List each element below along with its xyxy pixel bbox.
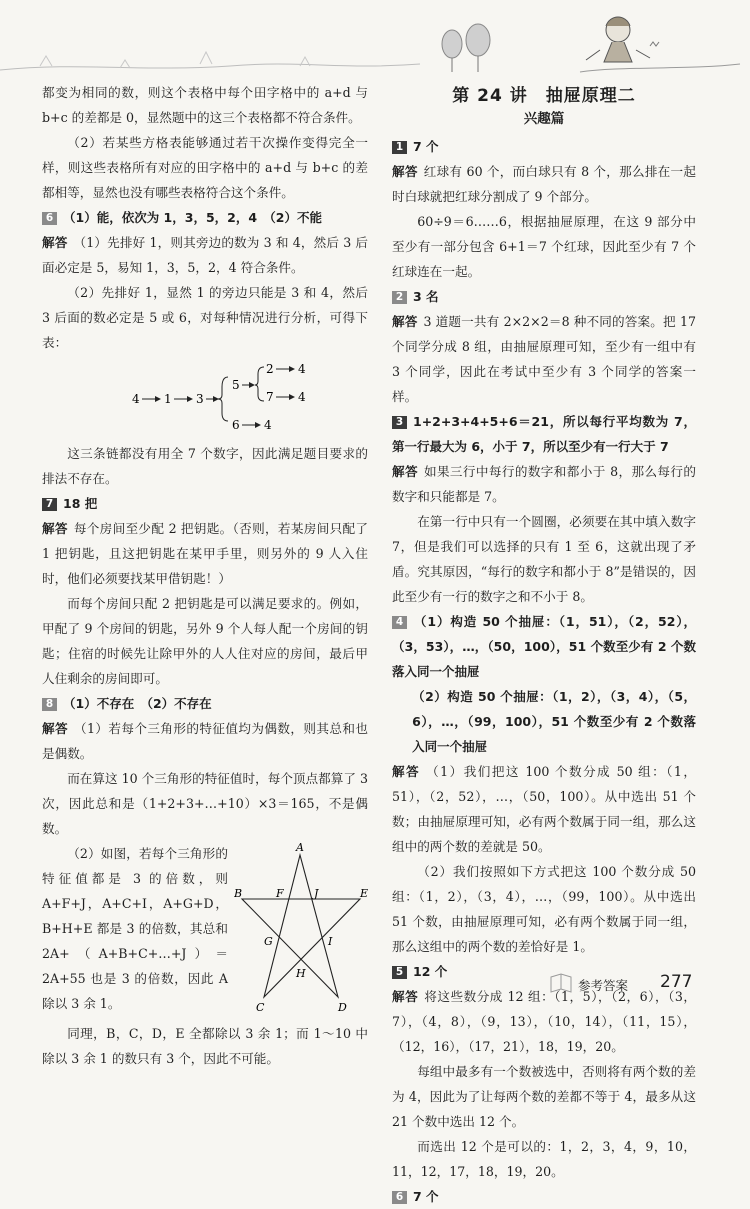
solution-label: 解答 — [392, 164, 418, 179]
solution-text: 而每个房间只配 2 把钥匙是可以满足要求的。例如，甲配了 9 个房间的钥匙，另外 9 个人每人配一个房间的钥匙；住宿的时候先让除甲外的人人住对应的房间，最后甲人住剩余的房间即可。 — [42, 596, 368, 686]
chain-node: 4 — [298, 362, 306, 376]
right-column — [392, 80, 696, 1209]
solution-label: 解答 — [392, 314, 418, 329]
chain-node: 4 — [298, 390, 306, 404]
answer-result: （1）不存在 （2）不存在 — [63, 696, 212, 711]
page-number: 277 — [660, 972, 693, 992]
answer-result: 3 名 — [413, 289, 439, 304]
solution-label: 解答 — [392, 989, 419, 1004]
header-decoration — [0, 0, 750, 80]
book-icon — [548, 970, 574, 996]
answer-result: （2）构造 50 个抽屉：（1，2），（3，4），（5，6），…，（99，100），51 个数至少有 2 个数落入同一个抽屉 — [412, 689, 696, 754]
star-figure-block — [42, 841, 368, 1021]
solution-label: 解答 — [392, 764, 421, 779]
answer-6-header — [42, 205, 368, 230]
question-number: 6 — [42, 212, 57, 225]
solution-label: 解答 — [42, 521, 68, 536]
vertex-label: I — [328, 935, 333, 948]
solution-text: 每组中最多有一个数被选中，否则将有两个数的差为 4，因此为了让每两个数的差都不等于 4，最多从这 21 个数中选出 12 个。 — [392, 1064, 696, 1129]
solution-text: （1）我们把这 100 个数分成 50 组：（1，51），（2，52），…，（50，100）。从中选出 51 个数；由抽屉原理可知，必有两个数属于同一组，那么这组中的两个数的差就是 50。 — [392, 764, 697, 854]
solution-text: 同理，B，C，D，E 全都除以 3 余 1；而 1～10 中除以 3 余 1 的数只有 3 个，因此不可能。 — [42, 1026, 368, 1066]
question-number: 3 — [392, 416, 407, 429]
solution-text: 红球有 60 个，而白球只有 8 个，那么排在一起时白球就把红球分割成了 9 个部分。 — [392, 164, 696, 204]
solution-text: 3 道题一共有 2×2×2＝8 种不同的答案。把 17 个同学分成 8 组，由抽屉原理可知，至少有一组中有 3 个同学，因此在考试中至少有 3 个同学的答案一样。 — [392, 314, 696, 404]
chain-node: 4 — [132, 392, 140, 406]
vertex-label: A — [296, 841, 304, 854]
question-number: 2 — [392, 291, 407, 304]
vertex-label: B — [234, 887, 243, 900]
solution-text: 而选出 12 个是可以的：1，2，3，4，9，10，11，12，17，18，19，20。 — [392, 1139, 696, 1179]
answer-1-header — [392, 134, 696, 159]
answer-8-header — [42, 691, 368, 716]
solution-label: 解答 — [42, 721, 68, 736]
answer-7-header — [42, 491, 368, 516]
answer-result: 18 把 — [63, 496, 98, 511]
solution-text: 这三条链都没有用全 7 个数字，因此满足题目要求的排法不存在。 — [42, 446, 368, 486]
solution-text: 如果三行中每行的数字和都小于 8，那么每行的数字和只能都是 7。 — [392, 464, 696, 504]
question-number: 1 — [392, 141, 407, 154]
chain-node: 1 — [164, 392, 172, 406]
solution-text: 将这些数分成 12 组：（1，5），（2，6），（3，7），（4，8），（9，13），（10，14），（11，15），（12，16），（17，21），18，19，20。 — [392, 989, 696, 1054]
chain-node: 5 — [232, 378, 240, 392]
left-column — [42, 80, 368, 1071]
vertex-label: G — [264, 935, 273, 948]
vertex-label: C — [256, 1001, 265, 1014]
question-number: 7 — [42, 498, 57, 511]
answer-result: 7 个 — [413, 139, 439, 154]
answer-result: （1）构造 50 个抽屉：（1，51），（2，52），（3，53），…，（50，100），51 个数至少有 2 个数落入同一个抽屉 — [392, 614, 696, 679]
pentagram-figure — [234, 841, 368, 1017]
question-number: 5 — [392, 966, 407, 979]
solution-text: 60÷9＝6……6，根据抽屉原理，在这 9 部分中至少有一部分包含 6+1＝7 个红球，因此至少有 7 个红球连在一起。 — [392, 214, 696, 279]
solution-label: 解答 — [392, 464, 418, 479]
vertex-label: H — [296, 967, 306, 980]
chain-node: 2 — [266, 362, 274, 376]
solution-label: 解答 — [42, 235, 68, 250]
answer-result: 1+2+3+4+5+6＝21，所以每行平均数为 7，第一行最大为 6，小于 7，所以至少有一行大于 7 — [392, 414, 696, 454]
solution-text: （1）先排好 1，则其旁边的数为 3 和 4，然后 3 后面必定是 5，易知 1，3，5，2，4 符合条件。 — [42, 235, 368, 275]
page-footer — [548, 970, 698, 998]
question-number: 4 — [392, 616, 407, 629]
answer-3-header — [392, 409, 696, 459]
chain-diagram — [42, 361, 368, 437]
chain-node: 6 — [232, 418, 240, 432]
chain-node: 4 — [264, 418, 272, 432]
answer-result: 7 个 — [413, 1189, 439, 1204]
question-number: 8 — [42, 698, 57, 711]
footer-label: 参考答案 — [578, 978, 629, 993]
solution-text: 而在算这 10 个三角形的特征值时，每个顶点都算了 3 次，因此总和是（1+2+3+…+10）×3＝165，不是偶数。 — [42, 771, 368, 836]
paragraph: （2）若某些方格表能够通过若干次操作变得完全一样，则这些表格所有对应的田字格中的 a+d 与 b+c 的差都相等，显然也没有哪些表格符合这个条件。 — [42, 135, 368, 200]
vertex-label: D — [338, 1001, 347, 1014]
vertex-label: F — [276, 887, 284, 900]
chain-node: 3 — [196, 392, 204, 406]
chain-diagram-svg — [132, 361, 332, 437]
lesson-title: 第 24 讲 抽屉原理二 — [452, 86, 636, 106]
question-number: 6 — [392, 1191, 407, 1204]
paragraph: 都变为相同的数，则这个表格中每个田字格中的 a+d 与 b+c 的差都是 0，显然题中的这三个表格都不符合条件。 — [42, 85, 368, 125]
answer-result: （1）能，依次为 1，3，5，2，4 （2）不能 — [63, 210, 322, 225]
solution-text: （2）我们按照如下方式把这 100 个数分成 50 组：（1，2），（3，4），…，（99，100）。从中选出 51 个数，由抽屉原理可知，必有两个数属于同一组，那么这组中的两个数的差恰好是 1。 — [392, 864, 696, 954]
solution-text: 每个房间至少配 2 把钥匙。（否则，若某房间只配了 1 把钥匙，且这把钥匙在某甲手里，则另外的 9 人入住时，他们必须要找某甲借钥匙！） — [42, 521, 368, 586]
answer-4-header — [392, 609, 696, 684]
solution-text: 在第一行中只有一个圆圈，必须要在其中填入数字 7，但是我们可以选择的只有 1 至 6，这就出现了矛盾。究其原因，“每行的数字和都小于 8”是错误的，因此至少有一行的数字之和不小于 8。 — [392, 514, 696, 604]
vertex-label: E — [360, 887, 368, 900]
answer-2-header — [392, 284, 696, 309]
solution-text: （2）如图，若每个三角形的特征值都是 3 的倍数，则 A+F+J，A+C+I，A+G+D，B+H+E 都是 3 的倍数，其总和 2A+（A+B+C+…+J）＝2A+55 也是 3 的倍数，因此 A 除以 3 余 1。 — [42, 846, 228, 1011]
answer-result: 12 个 — [413, 964, 448, 979]
solution-text: （2）先排好 1，显然 1 的旁边只能是 3 和 4，然后 3 后面的数必定是 5 或 6，对每种情况进行分析，可得下表： — [42, 285, 368, 350]
solution-text: （1）若每个三角形的特征值均为偶数，则其总和也是偶数。 — [42, 721, 368, 761]
answer-6-header — [392, 1184, 696, 1209]
chain-node: 7 — [266, 390, 274, 404]
vertex-label: J — [314, 887, 319, 900]
lesson-subtitle: 兴趣篇 — [523, 111, 565, 127]
